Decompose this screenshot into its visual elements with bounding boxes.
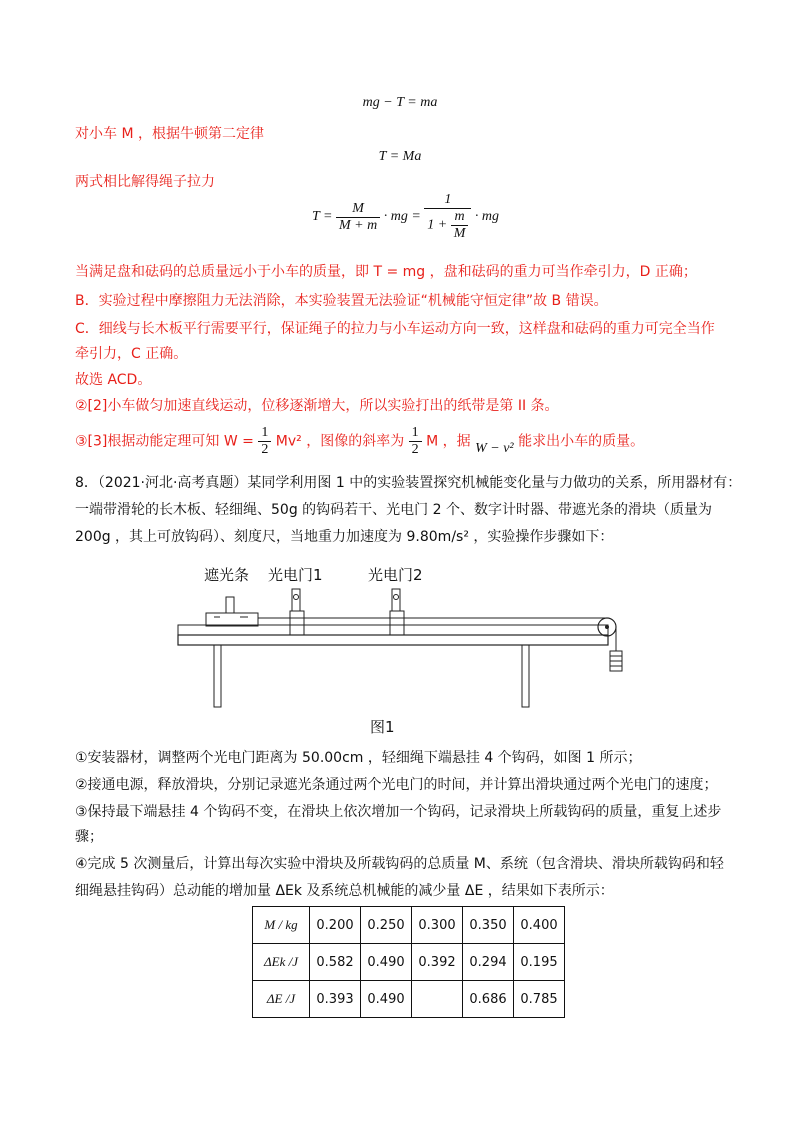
text-answer-3: [75, 425, 644, 458]
eq-mid: · mg =: [383, 209, 421, 225]
table-row-mass: [253, 907, 565, 944]
step-1: ①安装器材，调整两个光电门距离为 50.00cm ，轻细绳下端悬挂 4 个钩码，如图 1 所示；: [75, 750, 642, 766]
photogate-1-body: [290, 611, 304, 635]
frac-den: [424, 209, 471, 242]
step-3-line-2: 骤；: [75, 829, 103, 845]
problem-line-3: 200g ，其上可放钩码）、刻度尺，当地重力加速度为 9.80m/s² ，实验操作步骤如下：: [75, 529, 614, 545]
cell: 0.200: [310, 907, 361, 944]
cell: 0.490: [361, 944, 412, 981]
frac-num: m: [451, 209, 469, 226]
cell: 0.350: [463, 907, 514, 944]
figure-caption: 图1: [370, 718, 395, 736]
text-option-c-2: 牵引力，C 正确。: [75, 346, 188, 362]
cell: 0.582: [310, 944, 361, 981]
fraction-m-over-m-plus-m: [336, 201, 380, 234]
shading-strip: [226, 597, 234, 613]
track-board: [178, 635, 608, 645]
step-4-line-2: 细绳悬挂钩码）总动能的增加量 ΔEk 及系统总机械能的减少量 ΔE ，结果如下表所示：: [75, 883, 614, 899]
cell: 0.490: [361, 981, 412, 1018]
fraction-one-over-expr: [424, 192, 471, 242]
cell-empty: [412, 981, 463, 1018]
table-leg-right: [522, 645, 529, 707]
equation-mg-t-ma: mg − T = ma: [362, 95, 438, 110]
fraction-one-half-2: [409, 425, 422, 458]
eq-tail: · mg: [474, 209, 500, 225]
text-choice-acd: 故选 ACD。: [75, 372, 152, 388]
text-option-b: B．实验过程中摩擦阻力无法消除，本实验装置无法验证“机械能守恒定律”故 B 错误。: [75, 293, 608, 309]
frac-den-prefix: 1 +: [427, 217, 448, 233]
weight-4: [610, 666, 622, 671]
weight-3: [610, 661, 622, 666]
text-condition-d: 当满足盘和砝码的总质量远小于小车的质量，即 T = mg ，盘和砝码的重力可当作牵引力，D 正确；: [75, 264, 697, 280]
weight-2: [610, 656, 622, 661]
weight-1: [610, 651, 622, 656]
slider-block: [206, 613, 258, 626]
cell: 0.195: [514, 944, 565, 981]
step-2: ②接通电源，释放滑块，分别记录遮光条通过两个光电门的时间，并计算出滑块通过两个光电门的速度；: [75, 777, 718, 793]
header-delta-ek: ΔEk /J: [253, 944, 310, 981]
problem-line-2: 一端带滑轮的长木板、轻细绳、50g 的钩码若干、光电门 2 个、数字计时器、带遮光条的滑块（质量为: [75, 502, 712, 518]
table-row-delta-ek: [253, 944, 565, 981]
frac-num: 1: [409, 425, 422, 442]
frac-den: 2: [261, 442, 269, 457]
frac-num: 1: [258, 425, 271, 442]
answer3-mid1: Mv² ，图像的斜率为: [275, 433, 405, 450]
text-answer-2: ②[2]小车做匀加速直线运动，位移逐渐增大，所以实验打出的纸带是第 II 条。: [75, 398, 559, 414]
cell: 0.300: [412, 907, 463, 944]
label-photogate-1: 光电门1: [268, 566, 323, 584]
photogate-2-body: [390, 611, 404, 635]
cell: 0.400: [514, 907, 565, 944]
cell: 0.250: [361, 907, 412, 944]
figure-1: [170, 555, 630, 745]
cell: 0.785: [514, 981, 565, 1018]
frac-num: 1: [424, 192, 471, 209]
frac-den: 2: [411, 442, 419, 457]
frac-den: M: [453, 226, 466, 241]
answer3-pre: ③[3]根据动能定理可知 W =: [75, 433, 254, 450]
cell: 0.686: [463, 981, 514, 1018]
answer3-mid2: M ，据: [426, 433, 471, 450]
cell: 0.393: [310, 981, 361, 1018]
table-row-delta-e: [253, 981, 565, 1018]
results-table: [252, 906, 565, 1018]
answer3-w-v2: W − v²: [475, 440, 514, 456]
equation-tension: [312, 192, 499, 242]
frac-den: M + m: [338, 217, 378, 233]
apparatus-diagram: [170, 555, 630, 715]
eq-lhs: T =: [312, 209, 333, 225]
answer3-end: 能求出小车的质量。: [518, 433, 645, 450]
header-mass: M / kg: [253, 907, 310, 944]
problem-line-1: 8．（2021·河北·高考真题）某同学利用图 1 中的实验装置探究机械能变化量与力做功的关系，所用器材有：: [75, 475, 742, 491]
fraction-one-half: [258, 425, 271, 458]
cell: 0.294: [463, 944, 514, 981]
text-ratio: 两式相比解得绳子拉力: [75, 174, 215, 190]
fraction-m-over-M: [451, 209, 469, 242]
text-car-newton: 对小车 M ，根据牛顿第二定律: [75, 126, 264, 142]
label-photogate-2: 光电门2: [368, 566, 423, 584]
frac-num: M: [336, 201, 380, 218]
label-shading-strip: 遮光条: [204, 566, 250, 584]
table-leg-left: [214, 645, 221, 707]
step-4-line-1: ④完成 5 次测量后，计算出每次实验中滑块及所载钩码的总质量 M、系统（包含滑块、滑块所载钩码和轻: [75, 856, 724, 872]
header-delta-e: ΔE /J: [253, 981, 310, 1018]
equation-t-ma: T = Ma: [378, 149, 422, 164]
text-option-c-1: C．细线与长木板平行需要平行，保证绳子的拉力与小车运动方向一致，这样盘和砝码的重力可完全当作: [75, 321, 715, 337]
step-3-line-1: ③保持最下端悬挂 4 个钩码不变，在滑块上依次增加一个钩码，记录滑块上所载钩码的质量，重复上述步: [75, 804, 722, 820]
cell: 0.392: [412, 944, 463, 981]
